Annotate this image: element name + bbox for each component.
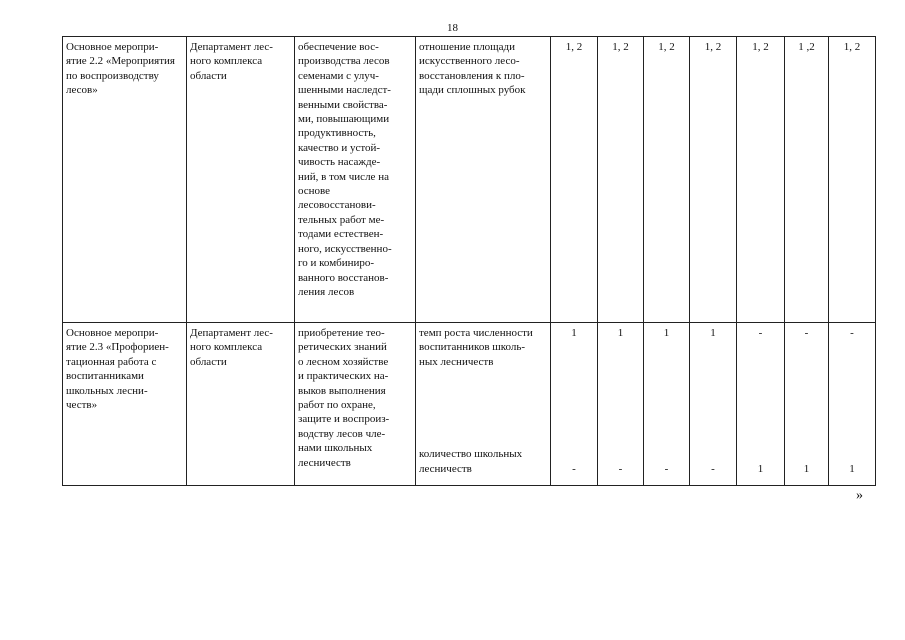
indicator-growth-rate: темп роста численности воспитанников школь- ных лесничеств [419,327,533,368]
table-row [63,37,876,323]
activity-cell: Основное меропри- ятие 2.3 «Профориен- тационная работа с воспитанниками школьных лесни- честв» [63,323,187,486]
value-cell: 1 - [598,323,644,486]
result-cell: обеспечение вос- производства лесов семенами с улуч- шенными наследст- венными свойства- ми, повышающими продуктивность, качество и устой- чивость насажде- ний, в том числе на основе лесовосстанови- тельных работ ме- тодами естествен- ного, искусственно- го и комбиниро- ванного восстанов- ления лесов [295,37,416,323]
value-cell: 1, 2 [598,37,644,323]
value-cell: 1 - [551,323,598,486]
indicator-cell [416,323,551,486]
value-cell: - 1 [737,323,785,486]
table-row [63,323,876,486]
value-cell: 1, 2 [551,37,598,323]
activity-cell: Основное меропри- ятие 2.2 «Мероприятия по воспроизводству лесов» [63,37,187,323]
value-cell: 1, 2 [829,37,876,323]
value-cell: - 1 [829,323,876,486]
value-cell: 1, 2 [737,37,785,323]
indicator-cell: отношение площади искусственного лесо- восстановления к пло- щади сплошных рубок [416,37,551,323]
value-cell: 1, 2 [690,37,737,323]
value-cell: 1 ,2 [785,37,829,323]
program-table [62,36,876,486]
closing-quote: » [856,488,863,503]
value-cell: - 1 [785,323,829,486]
result-cell: приобретение тео- ретических знаний о лесном хозяйстве и практических на- выков выполнения работ по охране, защите и воспроиз- водству лесов чле- нами школьных лесничеств [295,323,416,486]
page-number: 18 [447,22,458,34]
indicator-school-forestries: количество школьных лесничеств [419,448,523,475]
value-cell: 1, 2 [644,37,690,323]
value-cell: 1 - [644,323,690,486]
executor-cell: Департамент лес- ного комплекса области [187,37,295,323]
executor-cell: Департамент лес- ного комплекса области [187,323,295,486]
value-cell: 1 - [690,323,737,486]
